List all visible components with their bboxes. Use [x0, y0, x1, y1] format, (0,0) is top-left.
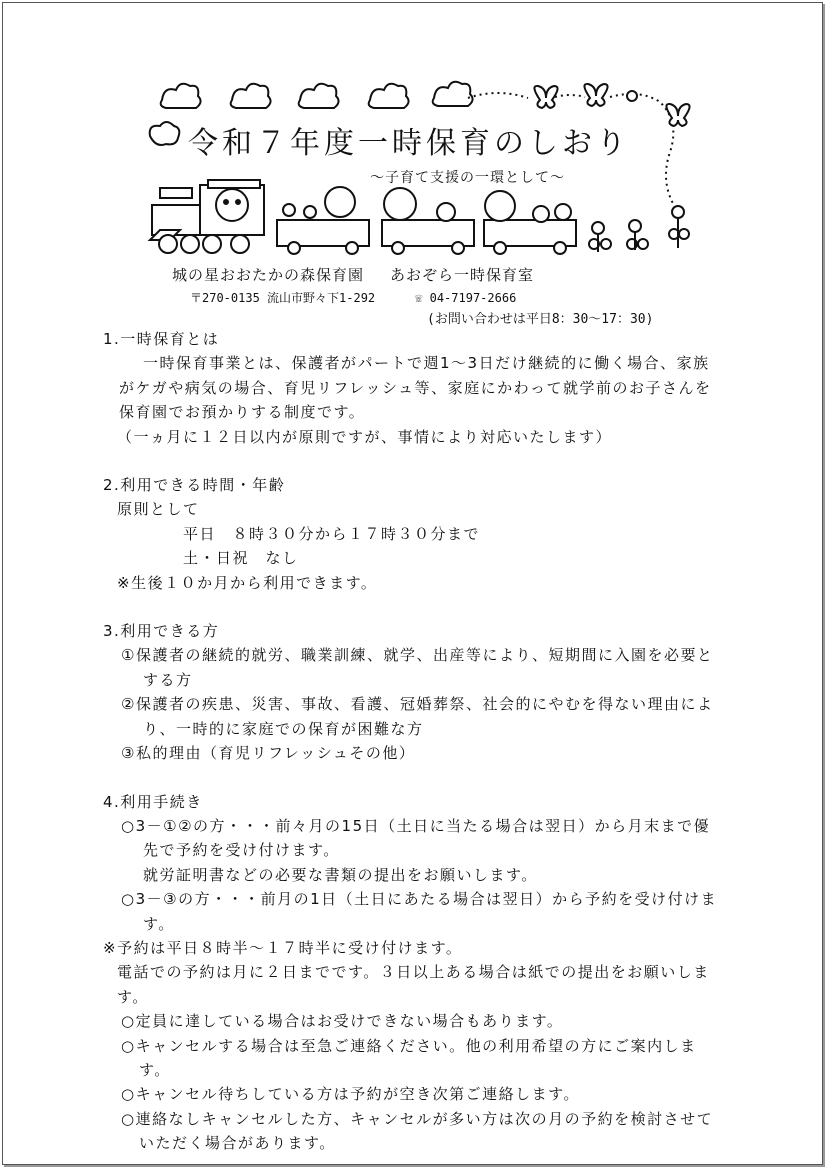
address-line [190, 289, 516, 306]
list-item: ①保護者の継続的就労、職業訓練、就学、出産等により、短期間に入園を必要とする方 [121, 646, 714, 689]
paragraph: ※生後１０か月から利用できます。 [117, 573, 378, 592]
list-item: ○3－①②の方・・・前々月の15日（土日に当たる場合は翌日）から月末まで優先で予約を受け付けます。 [121, 816, 711, 860]
paragraph: 電話での予約は月に２日までです。３日以上ある場合は紙での提出をお願いします。 [117, 963, 710, 1006]
section-heading: 3.利用できる方 [103, 622, 220, 641]
cloud-icon [161, 84, 201, 108]
cloud-icon [433, 82, 473, 106]
section-heading: 1.一時保育とは [103, 330, 220, 348]
note: ※予約は平日８時半～１７時半に受け付けます。 [103, 938, 463, 957]
list-item: ○連絡なしキャンセルした方、キャンセルが多い方は次の月の予約を検討させていただく場合があります。 [121, 1109, 714, 1153]
organization-names [172, 264, 534, 285]
list-item: ○定員に達している場合はお受けできない場合もあります。 [121, 1012, 564, 1031]
paragraph: 平日 ８時３０分から１７時３０分まで [183, 524, 481, 543]
page-subtitle: ～子育て支援の一環として～ [370, 170, 565, 186]
section-heading: 4.利用手続き [103, 792, 203, 811]
cloud-icon [299, 84, 339, 108]
org-name-1: 城の星おおたかの森保育園 [172, 266, 365, 284]
cloud-icon [231, 84, 271, 108]
paragraph: 土・日祝 なし [183, 549, 299, 568]
train-illustration [150, 180, 576, 254]
phone-number: ☏ 04-7197-2666 [415, 291, 517, 305]
page-title: 令和７年度一時保育のしおり [188, 126, 630, 161]
address: 〒270-0135 流山市野々下1-292 [190, 291, 376, 305]
flower-icon [589, 206, 689, 252]
list-item: ○キャンセル待ちしている方は予約が空き次第ご連絡します。 [121, 1085, 580, 1104]
paragraph: 就労証明書などの必要な書類の提出をお願いします。 [143, 865, 538, 884]
paragraph: 一時保育事業とは、保護者がパートで週1～3日だけ継続的に働く場合、家族がケガや病気の場合、育児リフレッシュ等、家庭にかわって就学前のお子さんを保育園でお預かりする制度です。 [119, 354, 712, 422]
list-item: ②保護者の疾患、災害、事故、看護、冠婚葬祭、社会的にやむを得ない理由により、一時的に家庭での保育が困難な方 [121, 695, 714, 738]
paragraph: （一ヵ月に１２日以内が原則ですが、事情により対応いたします） [117, 427, 613, 446]
cloud-icon [369, 84, 409, 108]
document-body [103, 327, 725, 1156]
inquiry-hours: (お問い合わせは平日8：30～17：30) [427, 312, 654, 327]
cloud-icon [150, 122, 180, 145]
list-item: ○キャンセルする場合は至急ご連絡ください。他の利用希望の方にご案内します。 [121, 1036, 697, 1079]
section-heading: 2.利用できる時間・年齢 [103, 476, 286, 495]
list-item: ③私的理由（育児リフレッシュその他） [121, 744, 416, 763]
paragraph: 原則として [117, 500, 200, 519]
org-name-2: あおぞら一時保育室 [390, 266, 535, 284]
list-item: ○3－③の方・・・前月の1日（土日にあたる場合は翌日）から予約を受け付けます。 [121, 890, 718, 933]
